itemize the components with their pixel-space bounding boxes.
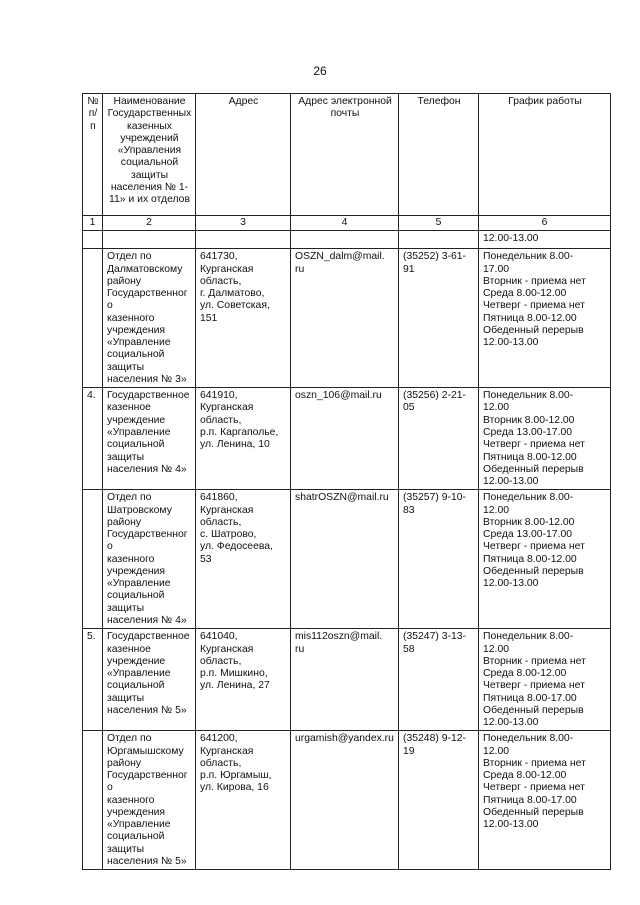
office-email: urgamish@yandex.ru xyxy=(291,731,399,870)
empty-cell xyxy=(83,231,103,249)
table-row xyxy=(83,249,611,388)
office-phone: (35256) 2-21- 05 xyxy=(399,388,479,490)
empty-cell xyxy=(291,231,399,249)
column-number-row xyxy=(83,216,611,231)
row-number: 5. xyxy=(83,629,103,731)
header-row xyxy=(83,94,611,216)
row-number: 4. xyxy=(83,388,103,490)
office-name: Отдел по Шатровскому району Государственного казенного учреждения «Управление социальной защиты населения № 4» xyxy=(103,490,196,629)
header-schedule: График работы xyxy=(479,94,611,216)
schedule-continuation: 12.00-13.00 xyxy=(479,231,611,249)
column-number: 3 xyxy=(196,216,291,231)
header-address: Адрес xyxy=(196,94,291,216)
office-address: 641200, Курганская область, р.п. Юргамыш, ул. Кирова, 16 xyxy=(196,731,291,870)
continuation-row xyxy=(83,231,611,249)
office-address: 641730, Курганская область, г. Далматово, ул. Советская, 151 xyxy=(196,249,291,388)
table-row xyxy=(83,629,611,731)
column-number: 1 xyxy=(83,216,103,231)
office-name: Государственное казенное учреждение «Управление социальной защиты населения № 5» xyxy=(103,629,196,731)
office-name: Государственное казенное учреждение «Управление социальной защиты населения № 4» xyxy=(103,388,196,490)
header-name: Наименование Государственных казенных учреждений «Управления социальной защиты населения № 1- 11» и их отделов xyxy=(103,94,196,216)
table-row xyxy=(83,731,611,870)
office-address: 641040, Курганская область, р.п. Мишкино, ул. Ленина, 27 xyxy=(196,629,291,731)
office-email: shatrOSZN@mail.ru xyxy=(291,490,399,629)
table-row xyxy=(83,490,611,629)
office-schedule: Понедельник 8.00- 12.00 Вторник 8.00-12.00 Среда 13.00-17.00 Четверг - приема нет Пятница 8.00-12.00 Обеденный перерыв 12.00-13.00 xyxy=(479,388,611,490)
header-phone: Телефон xyxy=(399,94,479,216)
office-phone: (35257) 9-10- 83 xyxy=(399,490,479,629)
column-number: 5 xyxy=(399,216,479,231)
office-email: oszn_106@mail.ru xyxy=(291,388,399,490)
column-number: 4 xyxy=(291,216,399,231)
office-schedule: Понедельник 8.00- 17.00 Вторник - приема нет Среда 8.00-12.00 Четверг - приема нет Пятница 8.00-12.00 Обеденный перерыв 12.00-13.00 xyxy=(479,249,611,388)
office-address: 641860, Курганская область, с. Шатрово, ул. Федосеева, 53 xyxy=(196,490,291,629)
column-number: 2 xyxy=(103,216,196,231)
office-email: OSZN_dalm@mail. ru xyxy=(291,249,399,388)
empty-cell xyxy=(103,231,196,249)
header-email: Адрес электронной почты xyxy=(291,94,399,216)
office-phone: (35247) 3-13- 58 xyxy=(399,629,479,731)
office-name: Отдел по Юргамышскому району Государственного казенного учреждения «Управление социальной защиты населения № 5» xyxy=(103,731,196,870)
office-schedule: Понедельник 8.00- 12.00 Вторник 8.00-12.00 Среда 13.00-17.00 Четверг - приема нет Пятница 8.00-12.00 Обеденный перерыв 12.00-13.00 xyxy=(479,490,611,629)
offices-table xyxy=(82,93,611,870)
row-number xyxy=(83,731,103,870)
empty-cell xyxy=(399,231,479,249)
header-number: № п/п xyxy=(83,94,103,216)
office-schedule: Понедельник 8.00- 12.00 Вторник - приема нет Среда 8.00-12.00 Четверг - приема нет Пятница 8.00-17.00 Обеденный перерыв 12.00-13.00 xyxy=(479,731,611,870)
office-phone: (35252) 3-61- 91 xyxy=(399,249,479,388)
office-name: Отдел по Далматовскому району Государственного казенного учреждения «Управление социальной защиты населения № 3» xyxy=(103,249,196,388)
office-address: 641910, Курганская область, р.п. Каргаполье, ул. Ленина, 10 xyxy=(196,388,291,490)
office-schedule: Понедельник 8.00- 12.00 Вторник - приема нет Среда 8.00-12.00 Четверг - приема нет Пятница 8.00-17.00 Обеденный перерыв 12.00-13.00 xyxy=(479,629,611,731)
office-phone: (35248) 9-12- 19 xyxy=(399,731,479,870)
row-number xyxy=(83,490,103,629)
office-email: mis112oszn@mail. ru xyxy=(291,629,399,731)
column-number: 6 xyxy=(479,216,611,231)
row-number xyxy=(83,249,103,388)
page-number: 26 xyxy=(313,64,327,78)
table-row xyxy=(83,388,611,490)
empty-cell xyxy=(196,231,291,249)
